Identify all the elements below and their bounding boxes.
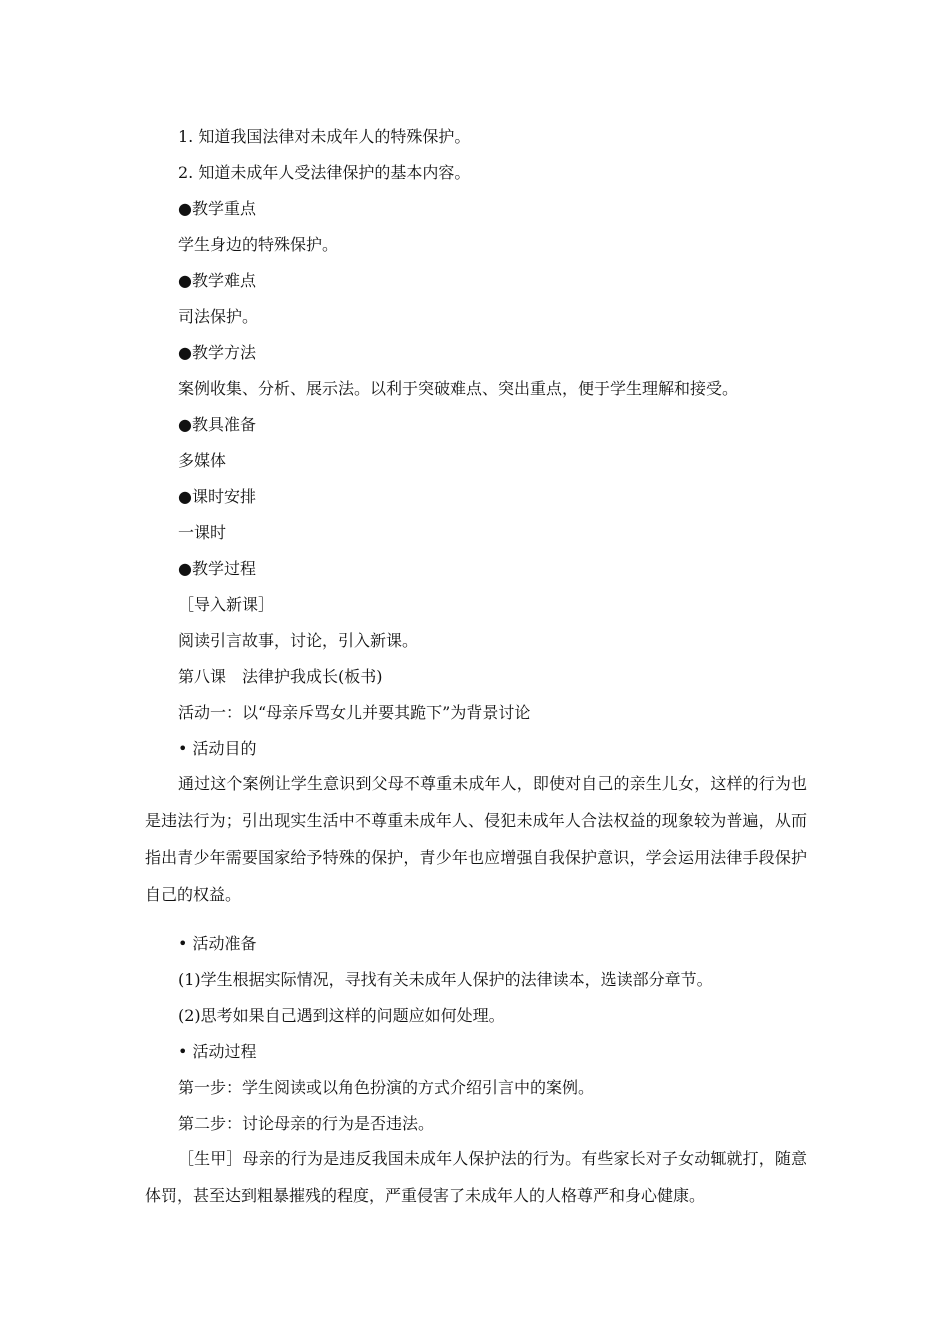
lesson-title: 第八课 法律护我成长(板书) <box>178 667 383 686</box>
intro-label: ［导入新课］ <box>178 595 275 614</box>
key-point-heading: ●教学重点 <box>178 199 256 218</box>
tools-heading: ●教具准备 <box>178 415 256 434</box>
process-heading: ●教学过程 <box>178 559 256 578</box>
activity-title: 活动一：以“母亲斥骂女儿并要其跪下”为背景讨论 <box>178 703 531 722</box>
objective-1: 1. 知道我国法律对未成年人的特殊保护。 <box>178 127 471 146</box>
difficulty-heading: ●教学难点 <box>178 271 256 290</box>
goal-heading: • 活动目的 <box>178 739 257 758</box>
tools-text: 多媒体 <box>178 451 227 470</box>
student-a-answer: ［生甲］母亲的行为是违反我国未成年人保护法的行为。有些家长对子女动辄就打，随意体罚，甚至达到粗暴摧残的程度，严重侵害了未成年人的人格尊严和身心健康。 <box>145 1149 807 1205</box>
intro-text: 阅读引言故事，讨论，引入新课。 <box>178 631 419 650</box>
schedule-text: 一课时 <box>178 523 227 542</box>
objective-2: 2. 知道未成年人受法律保护的基本内容。 <box>178 163 471 182</box>
prep-item-2: (2)思考如果自己遇到这样的问题应如何处理。 <box>178 1006 505 1025</box>
key-point-text: 学生身边的特殊保护。 <box>178 235 339 254</box>
prep-heading: • 活动准备 <box>178 934 257 953</box>
step-1: 第一步：学生阅读或以角色扮演的方式介绍引言中的案例。 <box>178 1078 595 1097</box>
method-text: 案例收集、分析、展示法。以利于突破难点、突出重点，便于学生理解和接受。 <box>178 379 739 398</box>
difficulty-text: 司法保护。 <box>178 307 259 326</box>
schedule-heading: ●课时安排 <box>178 487 256 506</box>
step-2: 第二步：讨论母亲的行为是否违法。 <box>178 1114 435 1133</box>
steps-heading: • 活动过程 <box>178 1042 257 1061</box>
prep-item-1: (1)学生根据实际情况，寻找有关未成年人保护的法律读本，选读部分章节。 <box>178 970 713 989</box>
method-heading: ●教学方法 <box>178 343 256 362</box>
goal-text: 通过这个案例让学生意识到父母不尊重未成年人，即使对自己的亲生儿女，这样的行为也是违法行为；引出现实生活中不尊重未成年人、侵犯未成年人合法权益的现象较为普遍，从而指出青少年需要国家给予特殊的保护，青少年也应增强自我保护意识，学会运用法律手段保护自己的权益。 <box>145 774 807 904</box>
